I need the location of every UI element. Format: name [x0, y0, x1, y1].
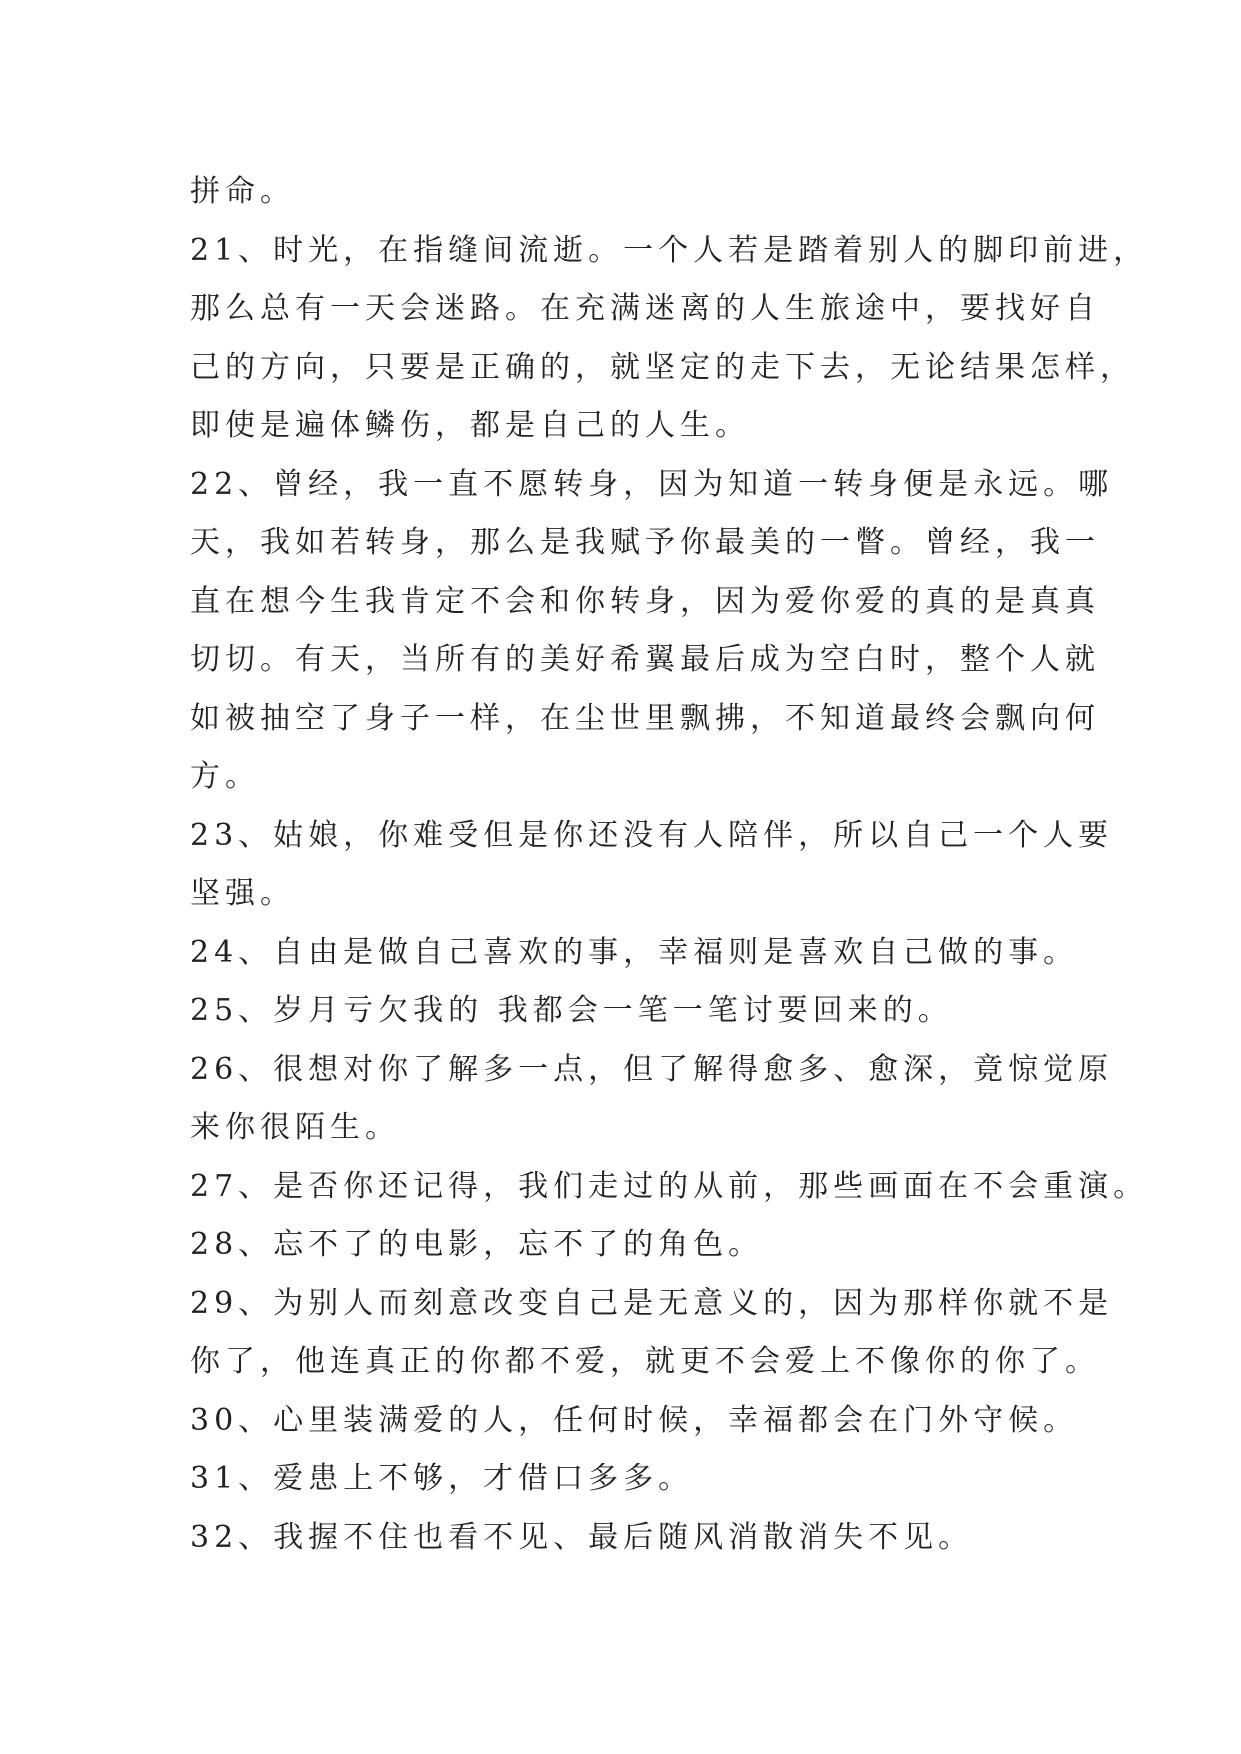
- text-line: 那么总有一天会迷路。在充满迷离的人生旅途中，要找好自: [190, 291, 1100, 326]
- text-line: 来你很陌生。: [190, 1110, 400, 1145]
- text-line: 22、曾经，我一直不愿转身，因为知道一转身便是永远。哪: [190, 466, 1114, 502]
- text-line: 如被抽空了身子一样，在尘世里飘拂，不知道最终会飘向何: [190, 700, 1100, 736]
- text-line: 27、是否你还记得，我们走过的从前，那些画面在不会重演。: [190, 1168, 1149, 1204]
- text-line: 天，我如若转身，那么是我赋予你最美的一瞥。曾经，我一: [190, 525, 1100, 560]
- text-line: 23、姑娘，你难受但是你还没有人陪伴，所以自己一个人要: [190, 817, 1114, 853]
- text-line: 坚强。: [190, 876, 295, 911]
- text-line: 24、自由是做自己喜欢的事，幸福则是喜欢自己做的事。: [190, 934, 1079, 970]
- text-line: 拼命。: [190, 174, 295, 209]
- text-line: 方。: [190, 759, 260, 794]
- document-body: [190, 163, 1149, 1567]
- text-line: 32、我握不住也看不见、最后随风消散消失不见。: [190, 1519, 974, 1555]
- text-line: 21、时光，在指缝间流逝。一个人若是踏着别人的脚印前进，: [190, 232, 1149, 268]
- text-line: 即使是遍体鳞伤，都是自己的人生。: [190, 408, 750, 443]
- text-line: 28、忘不了的电影，忘不了的角色。: [190, 1227, 764, 1262]
- text-line: 26、很想对你了解多一点，但了解得愈多、愈深，竟惊觉原: [190, 1051, 1114, 1087]
- text-line: 直在想今生我肯定不会和你转身，因为爱你爱的真的是真真: [190, 583, 1100, 619]
- text-line: 己的方向，只要是正确的，就坚定的走下去，无论结果怎样，: [190, 349, 1135, 385]
- text-line: 切切。有天，当所有的美好希翼最后成为空白时，整个人就: [190, 642, 1100, 677]
- text-line: 25、岁月亏欠我的 我都会一笔一笔讨要回来的。: [190, 993, 953, 1028]
- text-line: 29、为别人而刻意改变自己是无意义的，因为那样你就不是: [190, 1285, 1114, 1321]
- text-line: 你了，他连真正的你都不爱，就更不会爱上不像你的你了。: [190, 1344, 1100, 1379]
- text-line: 31、爱患上不够，才借口多多。: [190, 1461, 694, 1496]
- text-line: 30、心里装满爱的人，任何时候，幸福都会在门外守候。: [190, 1402, 1079, 1438]
